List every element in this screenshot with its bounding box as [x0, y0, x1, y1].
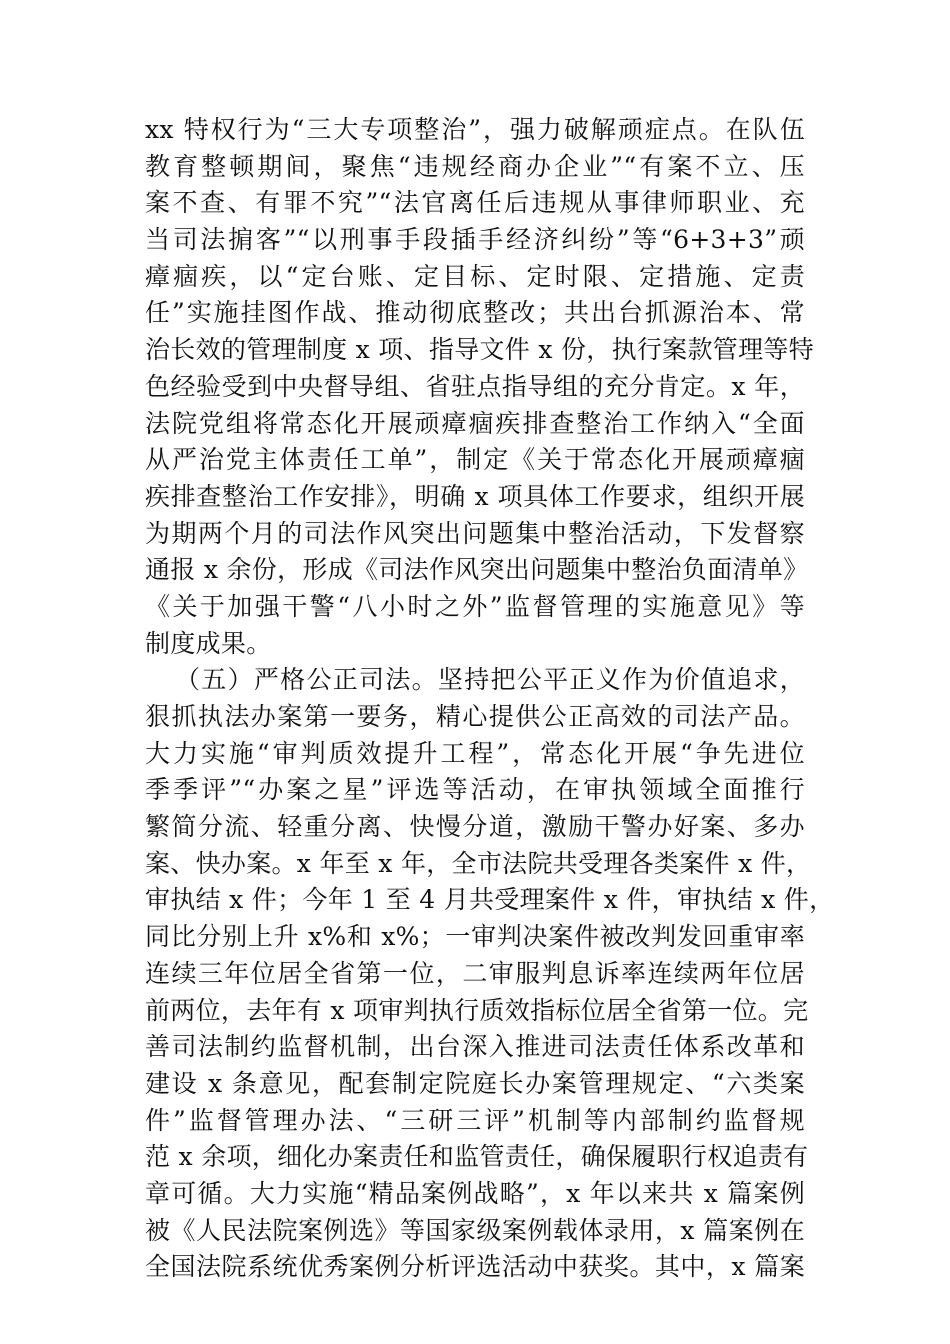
text-line: 教育整顿期间，聚焦“违规经商办企业”“有案不立、压	[145, 151, 805, 181]
text-line: 件”监督管理办法、“三研三评”机制等内部制约监督规	[145, 1105, 805, 1135]
section-heading-line: （五）严格公正司法。坚持把公平正义作为价值追求，	[175, 665, 805, 695]
text-line: 被《人民法院案例选》等国家级案例载体录用，x 篇案例在	[145, 1215, 805, 1245]
text-line: 色经验受到中央督导组、省驻点指导组的充分肯定。x 年，	[145, 371, 805, 401]
text-line: 案、快办案。x 年至 x 年，全市法院共受理各类案件 x 件，	[145, 848, 812, 878]
text-line: 《关于加强干警“八小时之外”监督管理的实施意见》等	[145, 591, 805, 621]
text-line: 善司法制约监督机制，出台深入推进司法责任体系改革和	[145, 1032, 805, 1062]
text-line: 季季评”“办案之星”评选等活动，在审执领域全面推行	[145, 775, 805, 805]
text-line: 前两位，去年有 x 项审判执行质效指标位居全省第一位。完	[145, 995, 809, 1025]
text-line: 建设 x 条意见，配套制定院庭长办案管理规定、“六类案	[145, 1068, 805, 1098]
text-line: xx 特权行为“三大专项整治”，强力破解顽症点。在队伍	[145, 115, 805, 144]
text-line: 瘴痼疾，以“定台账、定目标、定时限、定措施、定责	[145, 261, 805, 291]
text-line: 从严治党主体责任工单”，制定《关于常态化开展顽瘴痼	[145, 445, 805, 475]
text-line: 繁简分流、轻重分离、快慢分道，激励干警办好案、多办	[145, 812, 805, 842]
text-line: 疾排查整治工作安排》，明确 x 项具体工作要求，组织开展	[145, 481, 805, 511]
text-line: 通报 x 余份，形成《司法作风突出问题集中整治负面清单》	[145, 555, 809, 585]
text-line: 法院党组将常态化开展顽瘴痼疾排查整治工作纳入“全面	[145, 408, 805, 438]
document-body	[145, 112, 835, 1286]
text-line: 大力实施“审判质效提升工程”，常态化开展“争先进位	[145, 738, 805, 768]
text-line: 连续三年位居全省第一位，二审服判息诉率连续两年位居	[145, 958, 805, 988]
text-line: 狠抓执法办案第一要务，精心提供公正高效的司法产品。	[145, 702, 805, 731]
text-line: 同比分别上升 x%和 x%；一审判决案件被改判发回重审率	[145, 922, 805, 952]
text-line: 范 x 余项，细化办案责任和监管责任，确保履职行权追责有	[145, 1142, 809, 1172]
text-line: 当司法掮客”“以刑事手段插手经济纠纷”等“6+3+3”顽	[145, 225, 805, 255]
text-line: 全国法院系统优秀案例分析评选活动中获奖。其中，x 篇案	[145, 1252, 805, 1282]
text-line: 案不查、有罪不究”“法官离任后违规从事律师职业、充	[145, 188, 805, 218]
text-line: 为期两个月的司法作风突出问题集中整治活动，下发督察	[145, 518, 805, 548]
text-line: 治长效的管理制度 x 项、指导文件 x 份，执行案款管理等特	[145, 335, 814, 365]
text-line: 章可循。大力实施“精品案例战略”，x 年以来共 x 篇案例	[145, 1178, 805, 1208]
text-line: 审执结 x 件；今年 1 至 4 月共受理案件 x 件，审执结 x 件，	[145, 885, 835, 915]
text-line: 制度成果。	[145, 628, 272, 658]
text-line: 任”实施挂图作战、推动彻底整改；共出台抓源治本、常	[145, 298, 805, 328]
